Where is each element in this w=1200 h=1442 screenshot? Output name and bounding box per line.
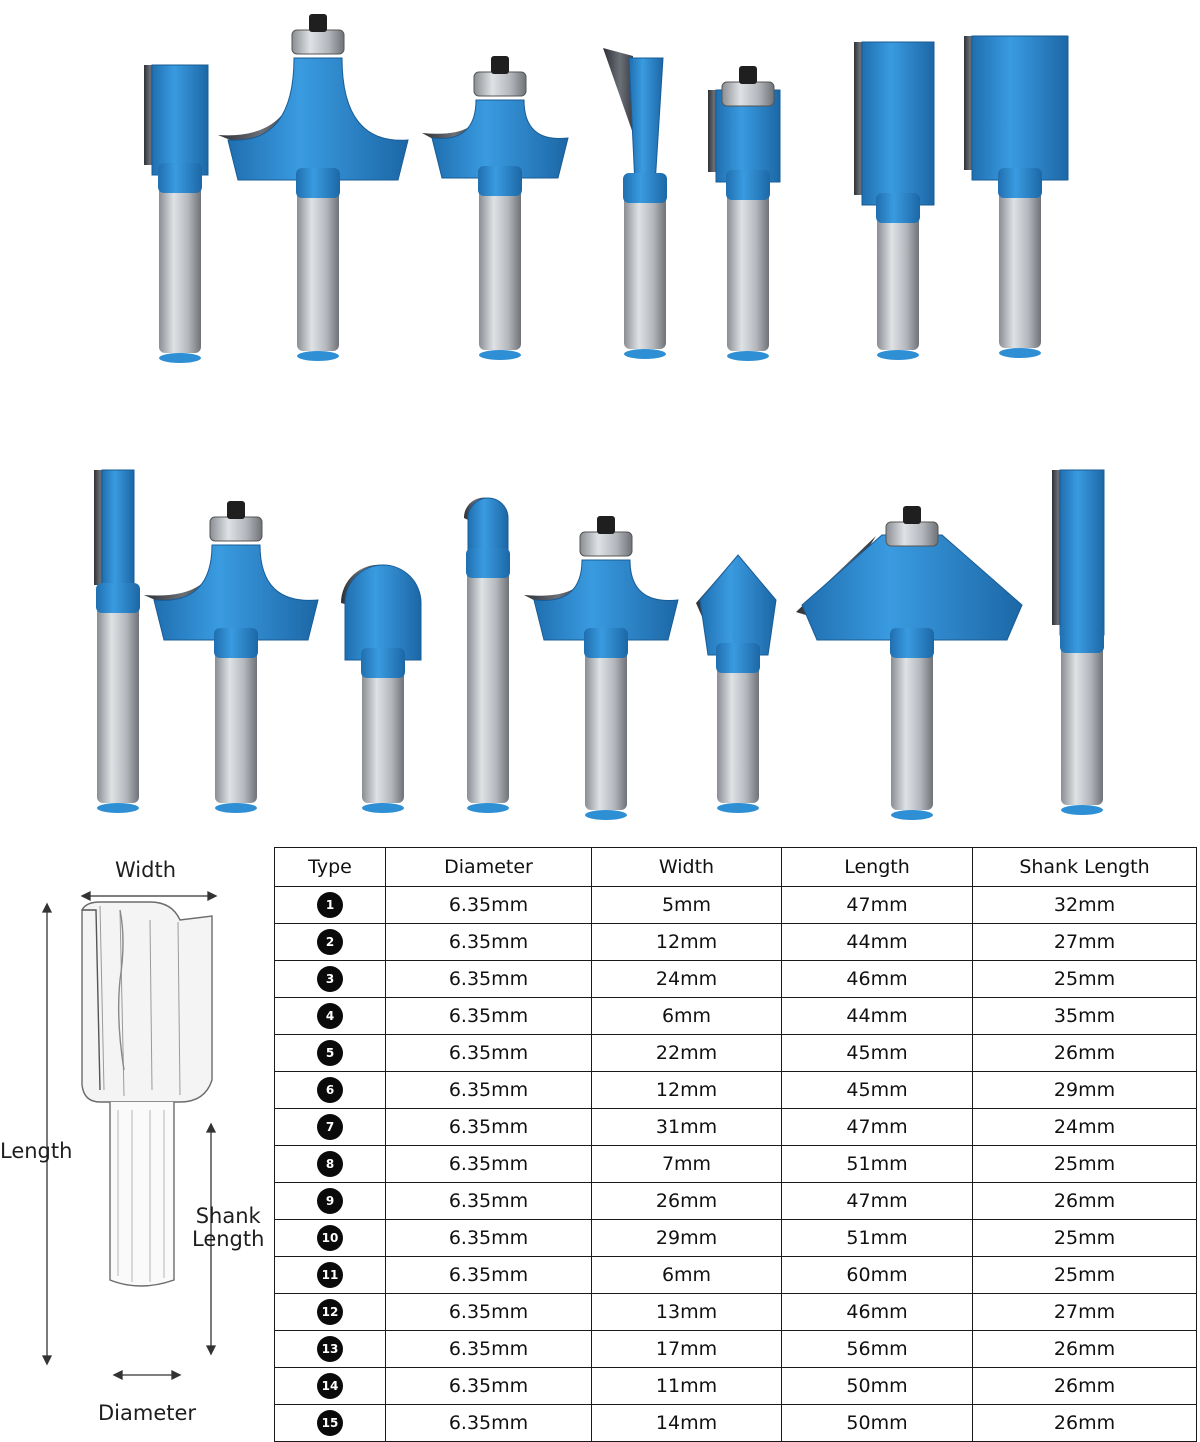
type-cell (275, 887, 386, 924)
type-cell (275, 1072, 386, 1109)
length-cell: 44mm (782, 998, 973, 1035)
length-cell: 44mm (782, 924, 973, 961)
table-row (275, 1257, 1197, 1294)
table-row (275, 1035, 1197, 1072)
width-cell: 6mm (592, 998, 782, 1035)
diameter-cell: 6.35mm (386, 961, 592, 998)
diameter-label: Diameter (98, 1401, 197, 1425)
type-cell (275, 1405, 386, 1442)
shank-length-cell: 26mm (973, 1405, 1197, 1442)
type-cell (275, 1109, 386, 1146)
type-number-badge: 6 (317, 1077, 343, 1103)
diameter-cell: 6.35mm (386, 1146, 592, 1183)
diameter-cell: 6.35mm (386, 1183, 592, 1220)
shank-length-cell: 25mm (973, 1220, 1197, 1257)
type-number-badge: 1 (317, 892, 343, 918)
router-bit-14 (796, 506, 1022, 820)
length-label: Length (0, 1139, 73, 1163)
width-cell: 31mm (592, 1109, 782, 1146)
type-number-badge: 9 (317, 1188, 343, 1214)
width-cell: 13mm (592, 1294, 782, 1331)
table-row (275, 924, 1197, 961)
type-number-badge: 10 (317, 1225, 343, 1251)
length-cell: 45mm (782, 1035, 973, 1072)
width-cell: 24mm (592, 961, 782, 998)
length-cell: 60mm (782, 1257, 973, 1294)
table-row (275, 1331, 1197, 1368)
diameter-cell: 6.35mm (386, 998, 592, 1035)
type-number-badge: 5 (317, 1040, 343, 1066)
length-cell: 51mm (782, 1146, 973, 1183)
length-cell: 50mm (782, 1368, 973, 1405)
table-header-row (275, 848, 1197, 887)
width-cell: 12mm (592, 1072, 782, 1109)
width-cell: 26mm (592, 1183, 782, 1220)
diameter-cell: 6.35mm (386, 1072, 592, 1109)
shank-length-cell: 25mm (973, 1146, 1197, 1183)
shank-length-cell: 26mm (973, 1183, 1197, 1220)
type-cell (275, 1183, 386, 1220)
length-cell: 47mm (782, 1183, 973, 1220)
width-cell: 7mm (592, 1146, 782, 1183)
type-cell (275, 1220, 386, 1257)
header-width: Width (592, 848, 782, 887)
type-cell (275, 1257, 386, 1294)
router-bit-13 (696, 555, 776, 813)
type-cell (275, 1368, 386, 1405)
type-number-badge: 12 (317, 1299, 343, 1325)
type-number-badge: 14 (317, 1373, 343, 1399)
shank-length-cell: 26mm (973, 1035, 1197, 1072)
header-length: Length (782, 848, 973, 887)
shank-length-label: Shank Length (192, 1204, 265, 1252)
length-cell: 45mm (782, 1072, 973, 1109)
width-cell: 22mm (592, 1035, 782, 1072)
table-row (275, 1183, 1197, 1220)
router-bit-12 (524, 516, 678, 820)
shank-length-cell: 27mm (973, 1294, 1197, 1331)
length-cell: 50mm (782, 1405, 973, 1442)
shank-length-cell: 29mm (973, 1072, 1197, 1109)
router-bit-3 (422, 56, 568, 360)
length-cell: 47mm (782, 887, 973, 924)
shank-length-cell: 26mm (973, 1331, 1197, 1368)
shank-length-cell: 24mm (973, 1109, 1197, 1146)
diameter-cell: 6.35mm (386, 1294, 592, 1331)
shank-length-cell: 25mm (973, 1257, 1197, 1294)
router-bit-11 (464, 498, 510, 813)
table-row (275, 1368, 1197, 1405)
shank-length-cell: 26mm (973, 1368, 1197, 1405)
length-cell: 46mm (782, 1294, 973, 1331)
diameter-cell: 6.35mm (386, 1035, 592, 1072)
type-cell (275, 1331, 386, 1368)
diameter-cell: 6.35mm (386, 1220, 592, 1257)
diameter-cell: 6.35mm (386, 1331, 592, 1368)
diameter-cell: 6.35mm (386, 924, 592, 961)
type-number-badge: 3 (317, 966, 343, 992)
type-cell (275, 924, 386, 961)
table-row (275, 961, 1197, 998)
length-cell: 47mm (782, 1109, 973, 1146)
header-shank-length: Shank Length (973, 848, 1197, 887)
diameter-cell: 6.35mm (386, 1368, 592, 1405)
type-cell (275, 1035, 386, 1072)
width-cell: 17mm (592, 1331, 782, 1368)
table-row (275, 1072, 1197, 1109)
width-cell: 6mm (592, 1257, 782, 1294)
length-cell: 46mm (782, 961, 973, 998)
table-row (275, 887, 1197, 924)
table-row (275, 1220, 1197, 1257)
router-bit-6 (854, 42, 934, 360)
router-bit-9 (144, 501, 318, 813)
width-cell: 12mm (592, 924, 782, 961)
type-number-badge: 8 (317, 1151, 343, 1177)
type-cell (275, 961, 386, 998)
table-row (275, 1109, 1197, 1146)
diameter-cell: 6.35mm (386, 1405, 592, 1442)
diameter-cell: 6.35mm (386, 887, 592, 924)
width-cell: 11mm (592, 1368, 782, 1405)
type-number-badge: 11 (317, 1262, 343, 1288)
header-diameter: Diameter (386, 848, 592, 887)
router-bit-5 (708, 66, 780, 361)
shank-length-cell: 27mm (973, 924, 1197, 961)
length-cell: 56mm (782, 1331, 973, 1368)
width-cell: 14mm (592, 1405, 782, 1442)
type-cell (275, 998, 386, 1035)
header-type: Type (275, 848, 386, 887)
type-number-badge: 7 (317, 1114, 343, 1140)
type-number-badge: 13 (317, 1336, 343, 1362)
table-row (275, 998, 1197, 1035)
router-bit-4 (603, 48, 667, 359)
table-row (275, 1405, 1197, 1442)
type-number-badge: 4 (317, 1003, 343, 1029)
width-cell: 29mm (592, 1220, 782, 1257)
router-bit-15 (1052, 470, 1104, 815)
router-bit-10 (341, 565, 421, 813)
type-number-badge: 15 (317, 1410, 343, 1436)
shank-length-cell: 25mm (973, 961, 1197, 998)
router-bit-2 (218, 14, 408, 361)
width-label: Width (115, 858, 177, 882)
table-row (275, 1146, 1197, 1183)
diameter-cell: 6.35mm (386, 1109, 592, 1146)
diameter-cell: 6.35mm (386, 1257, 592, 1294)
width-cell: 5mm (592, 887, 782, 924)
type-cell (275, 1146, 386, 1183)
shank-length-cell: 35mm (973, 998, 1197, 1035)
shank-length-cell: 32mm (973, 887, 1197, 924)
router-bit-7 (964, 36, 1068, 358)
table-row (275, 1294, 1197, 1331)
length-cell: 51mm (782, 1220, 973, 1257)
type-number-badge: 2 (317, 929, 343, 955)
type-cell (275, 1294, 386, 1331)
spec-table (274, 847, 1197, 1442)
router-bit-8 (94, 470, 140, 813)
router-bit-1 (144, 65, 208, 363)
